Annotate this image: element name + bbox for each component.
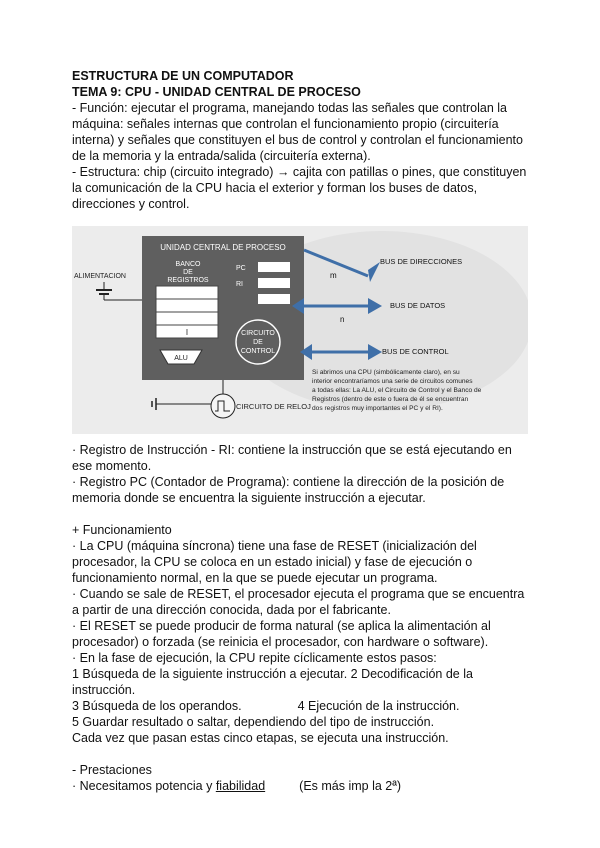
register-slot [156,312,218,325]
section-title: TEMA 9: CPU - UNIDAD CENTRAL DE PROCESO [72,85,361,99]
note-line: Registros (dentro de este o fuera de él se encuentran [312,396,469,403]
clock-label: CIRCUITO DE RELOJ [236,402,311,411]
prest-text: · Necesitamos potencia y [72,779,216,793]
document-title: ESTRUCTURA DE UN COMPUTADOR [72,69,294,83]
paragraph-estructura: - Estructura: chip (circuito integrado) → cajita con patillas o pines, que constituyen la comunicación de la CPU hacia el exterior y forman los buses de datos, direcciones y control. [72,165,527,211]
banco-label-2: DE [183,269,193,276]
banco-label-1: BANCO [175,261,201,268]
paragraph-reset-phase: · La CPU (máquina síncrona) tiene una fase de RESET (inicialización del procesador, la CPU se coloca en un estado inicial) y fase de ejecución o funcionamiento normal, en la que se puede ejecutar un programa. [72,539,477,585]
bus-datos-label: BUS DE DATOS [390,301,446,310]
alimentacion-label: ALIMENTACION [74,273,126,280]
note-line: interior encontraríamos una serie de circuitos comunes [312,378,473,385]
paragraph-ri: · Registro de Instrucción - RI: contiene la instrucción que se está ejecutando en ese momento. [72,443,512,473]
document-page [72,68,532,794]
paragraph-execution-phase: · En la fase de ejecución, la CPU repite cíclicamente estos pasos: [72,651,437,665]
paragraph-reset-exit: · Cuando se sale de RESET, el procesador ejecuta el programa que se encuentra a partir de una dirección conocida, dada por el fabricante. [72,587,525,617]
paragraph-step-5: 5 Guardar resultado o saltar, dependiendo del tipo de instrucción. [72,715,435,729]
pc-register [258,262,290,272]
paragraph-prestaciones [72,778,532,794]
extra-register [258,294,290,304]
register-slot [156,286,218,299]
fiabilidad-link[interactable]: fiabilidad [215,779,266,793]
funcionamiento-title: + Funcionamiento [72,523,172,537]
ri-register [258,278,290,288]
register-slot [156,299,218,312]
register-marker: I [185,328,189,337]
paragraph-steps-3-4 [72,698,532,714]
bus-width-n: n [340,315,345,324]
bus-direcciones-label: BUS DE DIRECCIONES [380,257,463,266]
alu-label: ALU [174,355,188,362]
paragraph-steps-1-2: 1 Búsqueda de la siguiente instrucción a ejecutar. 2 Decodificación de la instrucción. [72,667,473,697]
cpu-diagram [72,226,528,434]
bus-width-m: m [330,271,337,280]
paragraph-cycle: Cada vez que pasan estas cinco etapas, se ejecuta una instrucción. [72,731,449,745]
control-label-2: DE [253,339,263,346]
bus-control-label: BUS DE CONTROL [382,347,449,356]
pc-label: PC [236,265,246,272]
clock-symbol [211,394,235,418]
prestaciones-title: - Prestaciones [72,763,152,777]
banco-label-3: REGISTROS [167,277,209,284]
note-line: Si abrimos una CPU (simbólicamente claro), en su [312,369,460,376]
cpu-diagram-svg [72,226,528,434]
prest-note: (Es más imp la 2ª) [299,779,402,793]
paragraph-pc: · Registro PC (Contador de Programa): contiene la dirección de la posición de memoria donde se encuentra la siguiente instrucción a ejecutar. [72,475,505,505]
control-label-1: CIRCUITO [241,330,275,337]
paragraph-funcion: - Función: ejecutar el programa, manejando todas las señales que controlan la máquina: señales internas que controlan el funcionamiento propio (circuitería interna) y señales que constituyen el bus de control y controlan el funcionamiento de la memoria y la entrada/salida (circuitería externa). [72,101,523,163]
ri-label: RI [236,281,243,288]
note-line: a todas ellas: La ALU, el Circuito de Control y el Banco de [312,387,482,394]
note-line: dos registros muy importantes el PC y el RI). [312,405,443,412]
cpu-title: UNIDAD CENTRAL DE PROCESO [160,243,286,252]
paragraph-reset-types: · El RESET se puede producir de forma natural (se aplica la alimentación al procesador) o forzada (se reinicia el procesador, con hardware o software). [72,619,491,649]
control-label-3: CONTROL [240,348,276,355]
step-3: 3 Búsqueda de los operandos. [72,699,242,713]
step-4: 4 Ejecución de la instrucción. [297,699,460,713]
